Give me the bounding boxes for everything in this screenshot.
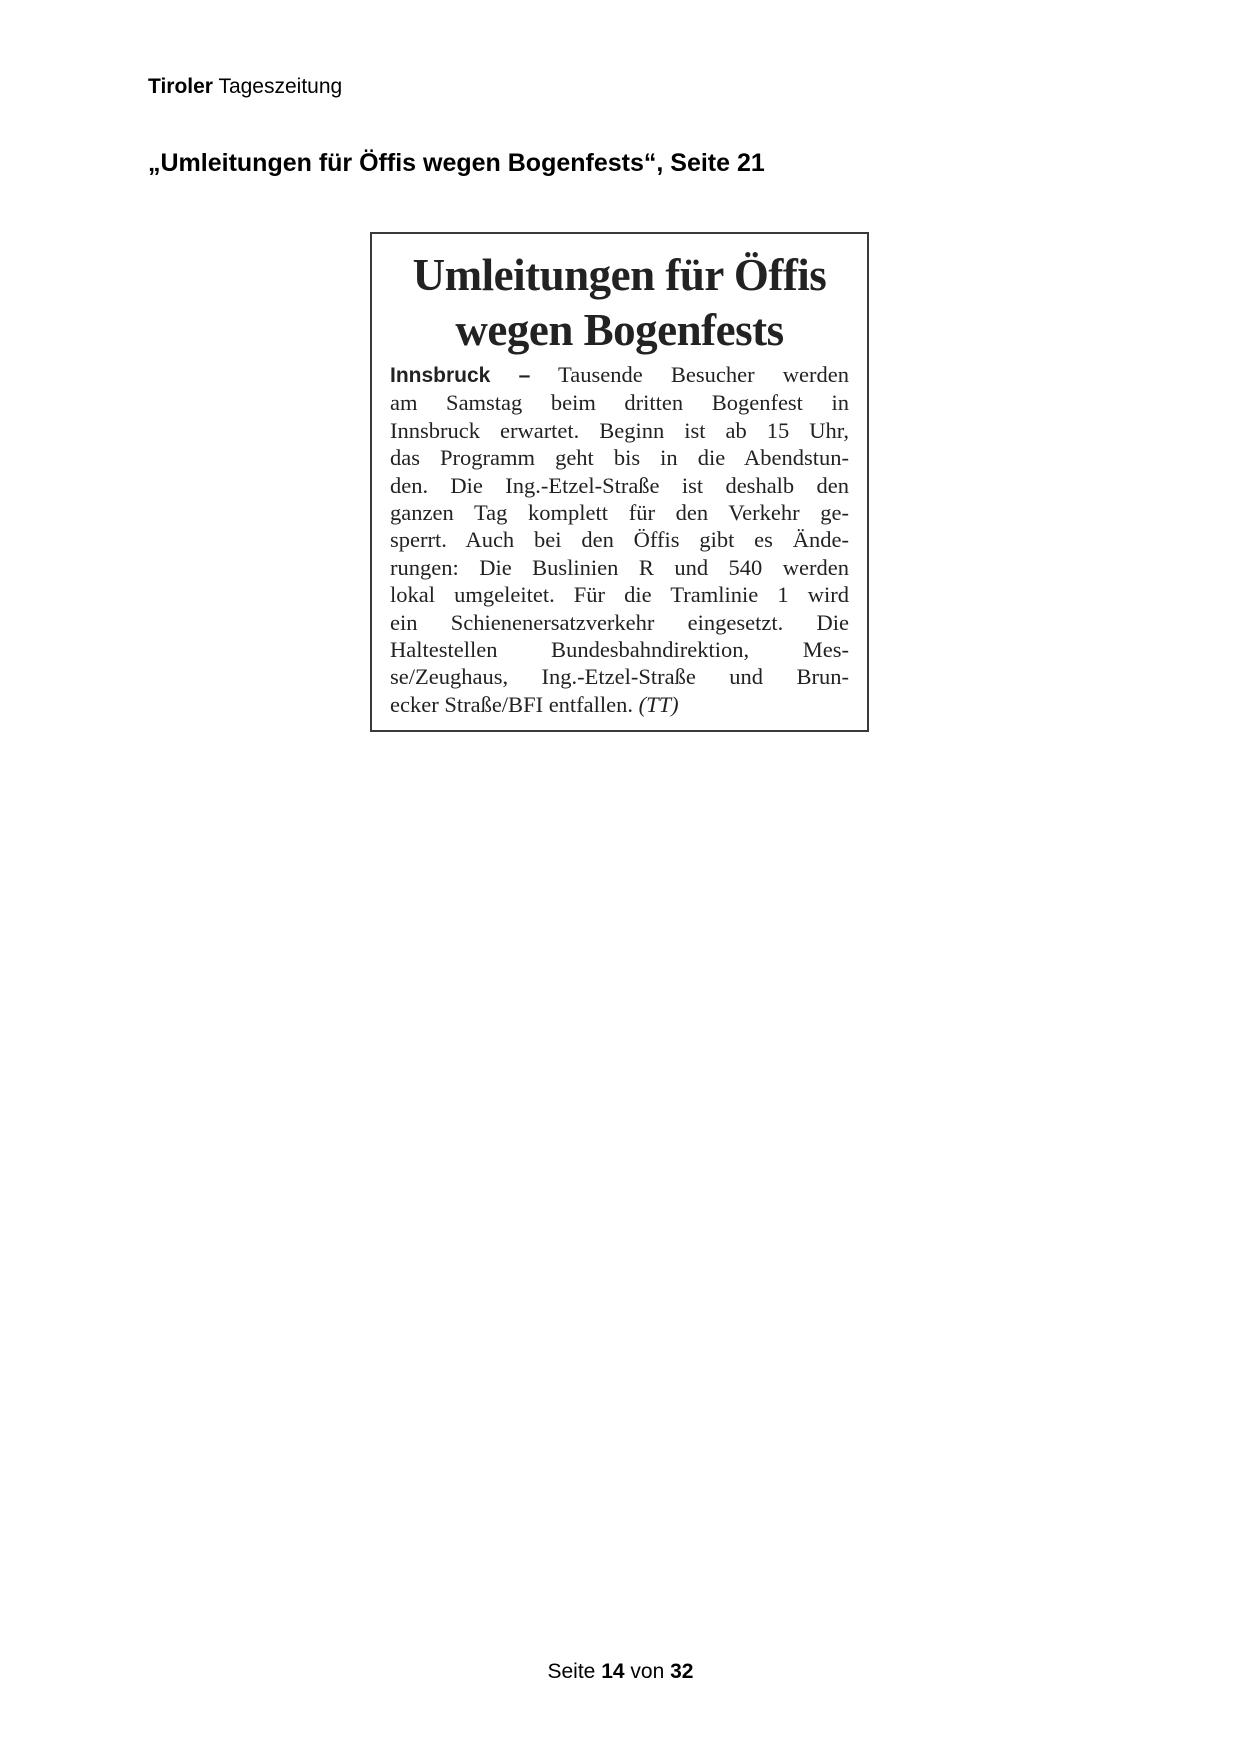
article-headline-line: Umleitungen für Öffis — [412, 250, 827, 300]
article-headline-line: wegen Bogenfests — [455, 305, 784, 355]
publication-name-bold: Tiroler — [148, 75, 213, 98]
publication-name — [148, 74, 342, 100]
page-number-separator: von — [630, 1660, 665, 1683]
article-body-line-text: ecker Straße/BFI entfallen. — [390, 691, 634, 717]
article-dateline: Innsbruck — [390, 364, 491, 387]
article-body — [390, 361, 849, 718]
current-page: 14 — [601, 1660, 625, 1683]
article-credit: (TT) — [638, 691, 679, 717]
document-heading: „Umleitungen für Öffis wegen Bogenfests“, Seite 21 — [148, 149, 765, 177]
page-number — [0, 1659, 1241, 1685]
article-headline — [372, 248, 867, 358]
article-body-line: den. Die Ing.-Etzel-Straße ist deshalb den — [390, 472, 849, 498]
article-body-line: das Programm geht bis in die Abendstun- — [390, 445, 849, 471]
newspaper-clipping — [370, 232, 869, 732]
article-body-line — [390, 691, 849, 718]
article-body-line — [390, 361, 849, 389]
article-body-line: ganzen Tag komplett für den Verkehr ge- — [390, 500, 849, 526]
article-body-line: se/Zeughaus, Ing.-Etzel-Straße und Brun- — [390, 664, 849, 690]
article-body-line: rungen: Die Buslinien R und 540 werden — [390, 554, 849, 580]
article-body-line: sperrt. Auch bei den Öffis gibt es Ände- — [390, 527, 849, 553]
article-body-line: Haltestellen Bundesbahndirektion, Mes- — [390, 637, 849, 663]
page-number-prefix: Seite — [547, 1660, 596, 1683]
total-pages: 32 — [670, 1660, 694, 1683]
article-body-line-text: Tausende Besucher werden — [558, 362, 849, 387]
article-body-line: am Samstag beim dritten Bogenfest in — [390, 390, 849, 416]
article-body-line: ein Schienenersatzverkehr eingesetzt. Die — [390, 609, 849, 635]
publication-name-regular: Tageszeitung — [218, 75, 343, 98]
article-body-line: Innsbruck erwartet. Beginn ist ab 15 Uhr, — [390, 417, 849, 443]
article-body-line: lokal umgeleitet. Für die Tramlinie 1 wird — [390, 582, 849, 608]
dateline-dash: – — [518, 364, 531, 387]
